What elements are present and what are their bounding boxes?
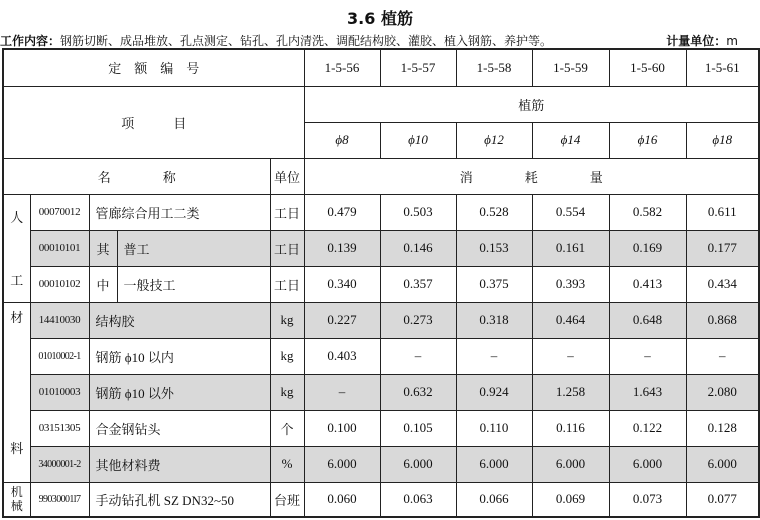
row-value: 0.116 bbox=[532, 410, 609, 446]
row-value: 0.122 bbox=[609, 410, 686, 446]
row-code: 99030001l7 bbox=[30, 482, 89, 517]
table-row bbox=[3, 374, 759, 410]
row-value: 0.648 bbox=[609, 302, 686, 338]
row-sub: 中 bbox=[89, 266, 117, 302]
row-value: – bbox=[609, 338, 686, 374]
work-content-label: 工作内容： bbox=[0, 34, 61, 48]
row-value: – bbox=[456, 338, 532, 374]
category-material bbox=[3, 302, 30, 482]
consumption-label: 消 耗 量 bbox=[304, 158, 759, 194]
row-name: 手动钻孔机 SZ DN32~50 bbox=[89, 482, 270, 517]
row-value: 0.073 bbox=[609, 482, 686, 517]
table-row bbox=[3, 266, 759, 302]
row-value: 6.000 bbox=[609, 446, 686, 482]
row-value: 0.139 bbox=[304, 230, 380, 266]
row-value: 0.161 bbox=[532, 230, 609, 266]
row-value: 0.077 bbox=[686, 482, 759, 517]
table-row bbox=[3, 338, 759, 374]
row-value: 0.273 bbox=[380, 302, 456, 338]
row-value: 0.340 bbox=[304, 266, 380, 302]
diameter: ϕ16 bbox=[609, 122, 686, 158]
name-label: 名 称 bbox=[3, 158, 270, 194]
row-code: 34000001-2 bbox=[30, 446, 89, 482]
item-row-1 bbox=[3, 86, 759, 122]
category-material-top: 材 bbox=[10, 310, 24, 326]
row-value: – bbox=[304, 374, 380, 410]
row-sub: 其 bbox=[89, 230, 117, 266]
quota-code: 1-5-57 bbox=[380, 49, 456, 86]
row-code: 00010102 bbox=[30, 266, 89, 302]
quota-code: 1-5-61 bbox=[686, 49, 759, 86]
row-value: 0.413 bbox=[609, 266, 686, 302]
row-unit: 个 bbox=[270, 410, 304, 446]
work-content bbox=[0, 32, 552, 49]
row-unit: kg bbox=[270, 374, 304, 410]
row-code: 14410030 bbox=[30, 302, 89, 338]
row-value: – bbox=[380, 338, 456, 374]
row-value: 0.100 bbox=[304, 410, 380, 446]
row-value: 0.393 bbox=[532, 266, 609, 302]
quota-code: 1-5-56 bbox=[304, 49, 380, 86]
row-value: 0.060 bbox=[304, 482, 380, 517]
diameter: ϕ8 bbox=[304, 122, 380, 158]
row-value: 0.177 bbox=[686, 230, 759, 266]
row-name: 结构胶 bbox=[89, 302, 270, 338]
diameter: ϕ14 bbox=[532, 122, 609, 158]
quota-table bbox=[2, 48, 760, 518]
work-content-text: 钢筋切断、成品堆放、孔点测定、钻孔、孔内清洗、调配结构胶、灌胶、植入钢筋、养护等。 bbox=[60, 34, 553, 48]
quota-code: 1-5-60 bbox=[609, 49, 686, 86]
page-title: 3.6 植筋 bbox=[347, 9, 413, 28]
row-value: 6.000 bbox=[304, 446, 380, 482]
row-value: 0.403 bbox=[304, 338, 380, 374]
name-header-row bbox=[3, 158, 759, 194]
table-row bbox=[3, 446, 759, 482]
table-row bbox=[3, 230, 759, 266]
row-value: 0.464 bbox=[532, 302, 609, 338]
row-value: 6.000 bbox=[686, 446, 759, 482]
row-value: 0.924 bbox=[456, 374, 532, 410]
row-value: 0.318 bbox=[456, 302, 532, 338]
category-labor bbox=[3, 194, 30, 302]
row-value: 6.000 bbox=[532, 446, 609, 482]
row-name: 钢筋 ϕ10 以内 bbox=[89, 338, 270, 374]
quota-code: 1-5-59 bbox=[532, 49, 609, 86]
row-unit: kg bbox=[270, 338, 304, 374]
unit-label: 单位 bbox=[270, 158, 304, 194]
row-name: 合金钢钻头 bbox=[89, 410, 270, 446]
row-value: 2.080 bbox=[686, 374, 759, 410]
row-code: 00070012 bbox=[30, 194, 89, 230]
row-code: 00010101 bbox=[30, 230, 89, 266]
row-value: 0.153 bbox=[456, 230, 532, 266]
row-value: 0.375 bbox=[456, 266, 532, 302]
unit-note-label: 计量单位： bbox=[666, 34, 727, 48]
row-value: 6.000 bbox=[456, 446, 532, 482]
table-row bbox=[3, 410, 759, 446]
row-value: 0.146 bbox=[380, 230, 456, 266]
row-unit: % bbox=[270, 446, 304, 482]
row-value: 1.643 bbox=[609, 374, 686, 410]
row-unit: kg bbox=[270, 302, 304, 338]
table-row bbox=[3, 482, 759, 517]
row-value: 0.066 bbox=[456, 482, 532, 517]
row-name: 管廊综合用工二类 bbox=[89, 194, 270, 230]
row-name: 普工 bbox=[117, 230, 270, 266]
row-value: 0.582 bbox=[609, 194, 686, 230]
row-value: 0.128 bbox=[686, 410, 759, 446]
row-name: 一般技工 bbox=[117, 266, 270, 302]
row-value: 0.069 bbox=[532, 482, 609, 517]
row-code: 01010003 bbox=[30, 374, 89, 410]
quota-no-row bbox=[3, 49, 759, 86]
row-value: – bbox=[532, 338, 609, 374]
row-code: 01010002-1 bbox=[30, 338, 89, 374]
row-value: – bbox=[686, 338, 759, 374]
row-value: 0.227 bbox=[304, 302, 380, 338]
row-value: 0.528 bbox=[456, 194, 532, 230]
diameter: ϕ10 bbox=[380, 122, 456, 158]
category-labor-bottom: 工 bbox=[10, 274, 24, 289]
row-unit: 台班 bbox=[270, 482, 304, 517]
unit-note-value: m bbox=[726, 34, 738, 48]
quota-code: 1-5-58 bbox=[456, 49, 532, 86]
row-value: 0.611 bbox=[686, 194, 759, 230]
item-label: 项 目 bbox=[3, 86, 304, 158]
row-value: 0.479 bbox=[304, 194, 380, 230]
group-label: 植筋 bbox=[304, 86, 759, 122]
row-unit: 工日 bbox=[270, 194, 304, 230]
row-value: 1.258 bbox=[532, 374, 609, 410]
category-machine: 机械 bbox=[3, 482, 30, 517]
unit-note bbox=[666, 32, 738, 49]
row-name: 其他材料费 bbox=[89, 446, 270, 482]
row-value: 0.110 bbox=[456, 410, 532, 446]
row-value: 0.503 bbox=[380, 194, 456, 230]
row-code: 03151305 bbox=[30, 410, 89, 446]
row-value: 0.434 bbox=[686, 266, 759, 302]
diameter: ϕ12 bbox=[456, 122, 532, 158]
row-value: 6.000 bbox=[380, 446, 456, 482]
row-value: 0.554 bbox=[532, 194, 609, 230]
row-name: 钢筋 ϕ10 以外 bbox=[89, 374, 270, 410]
row-value: 0.357 bbox=[380, 266, 456, 302]
row-value: 0.105 bbox=[380, 410, 456, 446]
category-labor-top: 人 bbox=[10, 211, 24, 226]
table-row bbox=[3, 194, 759, 230]
diameter: ϕ18 bbox=[686, 122, 759, 158]
row-unit: 工日 bbox=[270, 230, 304, 266]
category-material-bottom: 料 bbox=[10, 441, 24, 457]
row-unit: 工日 bbox=[270, 266, 304, 302]
row-value: 0.063 bbox=[380, 482, 456, 517]
row-value: 0.868 bbox=[686, 302, 759, 338]
row-value: 0.169 bbox=[609, 230, 686, 266]
row-value: 0.632 bbox=[380, 374, 456, 410]
table-row bbox=[3, 302, 759, 338]
quota-no-label: 定 额 编 号 bbox=[3, 49, 304, 86]
